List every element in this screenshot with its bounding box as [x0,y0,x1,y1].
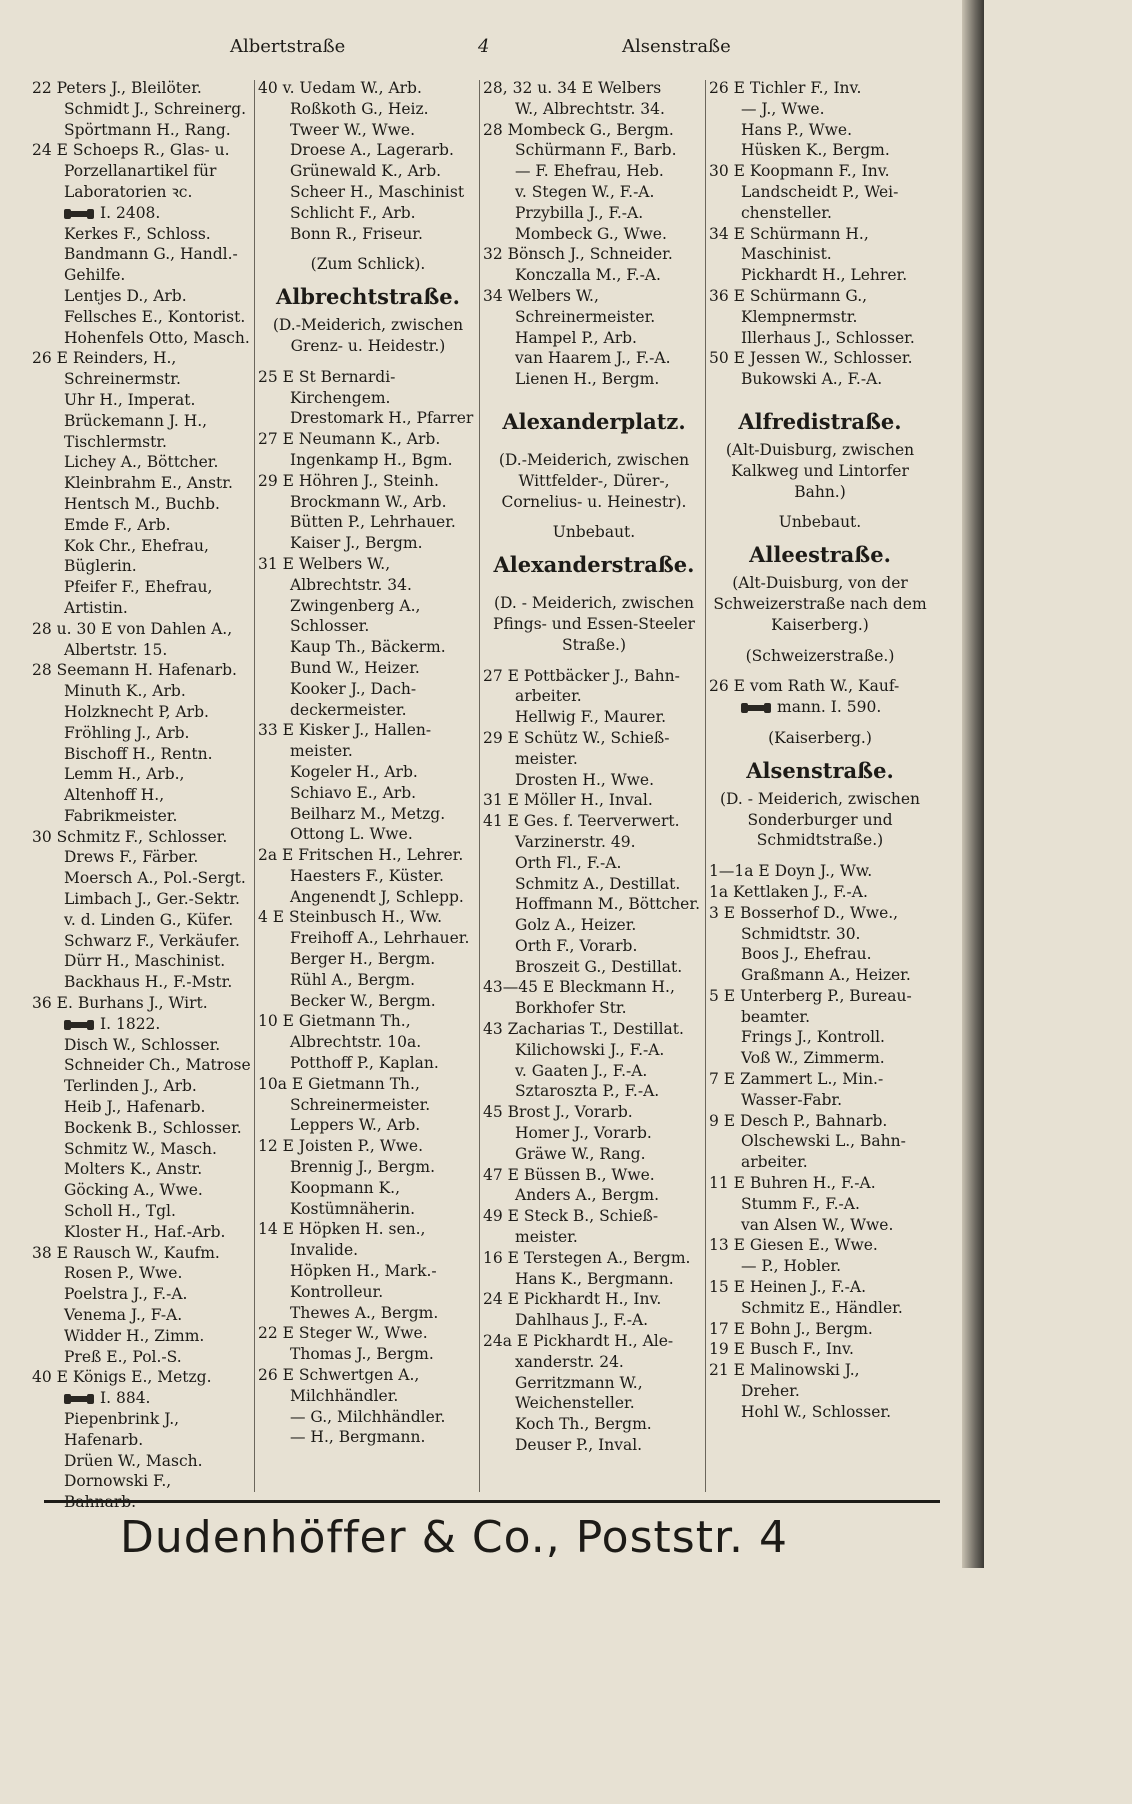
address-entry: 43 Zacharias T., Destillat. [483,1020,684,1039]
resident-entry: Kok Chr., Ehefrau, [64,536,209,555]
resident-entry: Spörtmann H., Rang. [64,120,231,139]
street-note: Kaiserberg.) [771,615,869,634]
address-entry: 10 E Gietmann Th., [258,1012,411,1031]
resident-entry: Invalide. [290,1241,359,1260]
address-entry: 45 Brost J., Vorarb. [483,1103,633,1122]
resident-entry: Kogeler H., Arb. [290,762,418,781]
spacer [709,390,931,400]
resident-entry: Scheer H., Maschinist [290,182,465,201]
resident-entry: van Haarem J., F.-A. [515,349,671,368]
resident-entry: Dürr H., Maschinist. [64,952,226,971]
resident-entry: Droese A., Lagerarb. [290,141,454,160]
resident-entry: Fabrikmeister. [64,806,178,825]
spacer [483,583,705,593]
resident-entry: Schneider Ch., Matrose [64,1056,251,1075]
address-entry: 19 E Busch F., Inv. [709,1340,854,1359]
resident-entry: Grünewald K., Arb. [290,162,442,181]
address-entry: 30 E Koopmann F., Inv. [709,162,890,181]
address-entry: 26 E vom Rath W., Kauf- [709,677,900,696]
resident-entry: Schmitz A., Destillat. [515,874,681,893]
street-note: (D.-Meiderich, zwischen [498,450,690,469]
resident-entry: Disch W., Schlosser. [64,1035,221,1054]
spacer [483,512,705,522]
resident-entry: Schreinermeister. [290,1095,431,1114]
resident-entry: deckermeister. [290,700,407,719]
street-note: Wittfelder-, Dürer-, [518,471,670,490]
address-entry: 14 E Höpken H. sen., [258,1220,426,1239]
resident-entry: Hoffmann M., Böttcher. [515,895,700,914]
address-entry: 12 E Joisten P., Wwe. [258,1137,424,1156]
resident-entry: Terlinden J., Arb. [64,1077,197,1096]
resident-entry: — H., Bergmann. [290,1428,426,1447]
resident-entry: Freihoff A., Lehrhauer. [290,929,470,948]
resident-entry: xanderstr. 24. [515,1352,624,1371]
address-entry: 26 E Schwertgen A., [258,1366,420,1385]
street-note: Grenz- u. Heidestr.) [290,336,446,355]
resident-entry: Gehilfe. [64,266,126,285]
resident-entry: Schmitz W., Masch. [64,1139,217,1158]
address-entry: 24 E Schoeps R., Glas- u. [32,141,230,160]
spacer [709,636,931,646]
column-divider [479,80,480,1492]
address-entry: 7 E Zammert L., Min.- [709,1070,884,1089]
resident-entry: Bischoff H., Rentn. [64,744,213,763]
address-entry: 47 E Büssen B., Wwe. [483,1165,655,1184]
address-entry: 32 Bönsch J., Schneider. [483,245,673,264]
resident-entry: Hans K., Bergmann. [515,1269,674,1288]
resident-entry: Lentjes D., Arb. [64,286,187,305]
spacer [258,357,478,367]
resident-entry: Anders A., Bergm. [515,1186,660,1205]
street-heading: Alexanderstraße. [493,552,695,578]
resident-entry: Brockmann W., Arb. [290,492,447,511]
address-entry: 25 E St Bernardi- [258,367,396,386]
resident-entry: Büglerin. [64,557,137,576]
header-left-street: Albertstraße [230,36,346,57]
resident-entry: Frings J., Kontroll. [741,1028,885,1047]
resident-entry: arbeiter. [741,1153,808,1172]
address-entry: 2a E Fritschen H., Lehrer. [258,846,464,865]
street-note: Sonderburger und [747,810,893,829]
street-note: Unbebaut. [778,513,862,532]
resident-entry: Pickhardt H., Lehrer. [741,266,908,285]
address-entry: 40 v. Uedam W., Arb. [258,79,422,97]
resident-entry: Brückemann J. H., [64,411,208,430]
resident-entry: Uhr H., Imperat. [64,390,196,409]
resident-entry: v. Gaaten J., F.-A. [515,1061,648,1080]
address-entry: 34 Welbers W., [483,286,599,305]
street-note: (D. - Meiderich, zwischen [493,594,695,613]
street-note: (Kaiserberg.) [768,728,872,747]
resident-entry: Zwingenberg A., [290,596,421,615]
resident-entry: meister. [515,1228,578,1247]
address-entry: 4 E Steinbusch H., Ww. [258,908,443,927]
resident-entry: Varzinerstr. 49. [515,832,636,851]
resident-entry: Voß W., Zimmerm. [741,1049,885,1068]
resident-entry: Schreinermeister. [515,307,656,326]
advertisement-footer: Dudenhöffer & Co., Poststr. 4 [120,1512,788,1563]
resident-entry: Moersch A., Pol.-Sergt. [64,869,246,888]
resident-entry: Borkhofer Str. [515,999,627,1018]
spacer [709,851,931,861]
resident-entry: Illerhaus J., Schlosser. [741,328,915,347]
address-entry: 21 E Malinowski J., [709,1361,860,1380]
resident-entry: Maschinist. [741,245,832,264]
address-entry: 49 E Steck B., Schieß- [483,1207,659,1226]
resident-entry: Sztaroszta P., F.-A. [515,1082,660,1101]
resident-entry: — J., Wwe. [741,99,825,118]
column-divider [254,80,255,1492]
resident-entry: Klempnermstr. [741,307,858,326]
spacer [258,244,478,254]
resident-entry: Schreinermstr. [64,370,181,389]
resident-entry: Backhaus H., F.-Mstr. [64,973,233,992]
resident-entry: Weichensteller. [515,1394,635,1413]
resident-entry: v. Stegen W., F.-A. [515,182,655,201]
phone-entry [709,697,931,718]
resident-entry: Tweer W., Wwe. [290,120,416,139]
address-entry: 26 E Reinders, H., [32,349,177,368]
phone-entry [32,203,254,224]
resident-entry: Albertstr. 15. [64,640,168,659]
page-edge [962,0,984,1568]
spacer [709,666,931,676]
resident-entry: van Alsen W., Wwe. [741,1215,894,1234]
address-entry: 13 E Giesen E., Wwe. [709,1236,878,1255]
resident-entry: Dahlhaus J., F.-A. [515,1311,649,1330]
street-note: (Schweizerstraße.) [745,646,895,665]
resident-entry: Bütten P., Lehrhauer. [290,513,456,532]
resident-entry: Schiavo E., Arb. [290,783,417,802]
street-heading: Alleestraße. [749,542,891,568]
address-entry: 30 Schmitz F., Schlosser. [32,827,228,846]
street-note: Bahn.) [794,482,846,501]
resident-entry: Heib J., Hafenarb. [64,1098,206,1117]
address-entry: 33 E Kisker J., Hallen- [258,721,432,740]
resident-entry: Orth Fl., F.-A. [515,853,622,872]
resident-entry: Schmidt J., Schreinerg. [64,99,247,118]
resident-entry: Laboratorien ꝛc. [64,182,193,201]
resident-entry: Drosten H., Wwe. [515,770,655,789]
resident-entry: Schmitz E., Händler. [741,1298,903,1317]
resident-entry: Rühl A., Bergm. [290,970,416,989]
directory-column-2 [258,78,478,1448]
resident-entry: Albrechtstr. 34. [290,575,412,594]
resident-entry: Kleinbrahm E., Anstr. [64,474,233,493]
resident-entry: Fellsches E., Kontorist. [64,307,246,326]
address-entry: 28 Mombeck G., Bergm. [483,120,674,139]
resident-entry: Przybilla J., F.-A. [515,203,644,222]
resident-entry: meister. [290,742,353,761]
address-entry: 38 E Rausch W., Kaufm. [32,1243,220,1262]
phone-number: I. 884. [100,1389,151,1408]
address-entry: 36 E. Burhans J., Wirt. [32,994,208,1013]
street-note: Unbebaut. [552,523,636,542]
street-note: Cornelius- u. Heinestr). [501,492,687,511]
address-entry: 28 u. 30 E von Dahlen A., [32,619,233,638]
resident-entry: Molters K., Anstr. [64,1160,203,1179]
resident-entry: v. d. Linden G., Küfer. [64,910,234,929]
resident-entry: W., Albrechtstr. 34. [515,99,665,118]
resident-entry: Göcking A., Wwe. [64,1181,203,1200]
address-entry: 24a E Pickhardt H., Ale- [483,1332,674,1351]
resident-entry: Hans P., Wwe. [741,120,852,139]
resident-entry: Kooker J., Dach- [290,679,417,698]
address-entry: 10a E Gietmann Th., [258,1074,420,1093]
telephone-icon [741,703,771,713]
resident-entry: Hüsken K., Bergm. [741,141,890,160]
resident-entry: Ottong L. Wwe. [290,825,413,844]
resident-entry: Kloster H., Haf.-Arb. [64,1222,226,1241]
address-entry: 28, 32 u. 34 E Welbers [483,79,662,97]
resident-entry: Emde F., Arb. [64,515,171,534]
phone-number: I. 1822. [100,1014,161,1033]
resident-entry: chensteller. [741,203,832,222]
resident-entry: Rosen P., Wwe. [64,1264,183,1283]
resident-entry: Kaup Th., Bäckerm. [290,638,446,657]
resident-entry: Drews F., Färber. [64,848,199,867]
resident-entry: Berger H., Bergm. [290,950,436,969]
resident-entry: Angenendt J, Schlepp. [290,887,464,906]
resident-entry: Artistin. [64,598,128,617]
address-entry: 15 E Heinen J., F.-A. [709,1278,867,1297]
directory-column-4 [709,78,931,1423]
resident-entry: Albrechtstr. 10a. [290,1033,422,1052]
resident-entry: meister. [515,749,578,768]
resident-entry: Kirchengem. [290,388,391,407]
resident-entry: Höpken H., Mark.- [290,1262,437,1281]
resident-entry: Lemm H., Arb., [64,765,185,784]
resident-entry: Bukowski A., F.-A. [741,370,883,389]
address-entry: 29 E Schütz W., Schieß- [483,728,670,747]
spacer [483,656,705,666]
spacer [709,502,931,512]
header-right-street: Alsenstraße [622,36,731,57]
spacer [709,718,931,728]
resident-entry: Venema J., F-A. [64,1306,183,1325]
resident-entry: Milchhändler. [290,1386,399,1405]
street-note: Straße.) [562,635,626,654]
resident-entry: Homer J., Vorarb. [515,1124,652,1143]
resident-entry: Schmidtstr. 30. [741,924,861,943]
resident-entry: Wasser-Fabr. [741,1090,843,1109]
resident-entry: Deuser P., Inval. [515,1436,643,1455]
directory-column-1 [32,78,254,1513]
address-entry: 40 E Königs E., Metzg. [32,1368,212,1387]
resident-entry: Hafenarb. [64,1430,144,1449]
phone-number: mann. I. 590. [777,698,882,717]
resident-entry: Mombeck G., Wwe. [515,224,667,243]
resident-entry: Bockenk B., Schlosser. [64,1118,242,1137]
street-note: (Alt-Duisburg, von der [732,574,908,593]
resident-entry: Lichey A., Böttcher. [64,453,219,472]
resident-entry: beamter. [741,1007,811,1026]
address-entry: 5 E Unterberg P., Bureau- [709,986,912,1005]
resident-entry: Koch Th., Bergm. [515,1415,652,1434]
address-entry: 26 E Tichler F., Inv. [709,79,862,97]
street-heading: Alexanderplatz. [502,408,686,434]
resident-entry: Hohl W., Schlosser. [741,1402,892,1421]
address-entry: 9 E Desch P., Bahnarb. [709,1111,888,1130]
resident-entry: Hellwig F., Maurer. [515,708,667,727]
street-note: Kalkweg und Lintorfer [731,461,909,480]
resident-entry: Boos J., Ehefrau. [741,945,872,964]
resident-entry: Leppers W., Arb. [290,1116,421,1135]
resident-entry: Konczalla M., F.-A. [515,266,661,285]
spacer [483,390,705,400]
street-note: Schweizerstraße nach dem [713,594,927,613]
address-entry: 16 E Terstegen A., Bergm. [483,1248,691,1267]
street-note: (D.-Meiderich, zwischen [272,316,464,335]
address-entry: 29 E Höhren J., Steinh. [258,471,439,490]
resident-entry: Haesters F., Küster. [290,866,444,885]
resident-entry: Drüen W., Masch. [64,1451,203,1470]
address-entry: 1a Kettlaken J., F.-A. [709,882,868,901]
address-entry: 27 E Neumann K., Arb. [258,430,441,449]
resident-entry: Preß E., Pol.-S. [64,1347,182,1366]
street-note: Schmidtstraße.) [756,831,884,850]
address-entry: 24 E Pickhardt H., Inv. [483,1290,662,1309]
resident-entry: Dornowski F., [64,1472,172,1491]
resident-entry: Beilharz M., Metzg. [290,804,446,823]
resident-entry: Landscheidt P., Wei- [741,182,899,201]
phone-entry [32,1388,254,1409]
resident-entry: Minuth K., Arb. [64,682,186,701]
resident-entry: Altenhoff H., [64,786,165,805]
phone-number: I. 2408. [100,203,161,222]
resident-entry: Becker W., Bergm. [290,991,436,1010]
street-note: Pfings- und Essen-Steeler [493,614,695,633]
street-note: (Zum Schlick). [310,255,426,274]
address-entry: 3 E Bosserhof D., Wwe., [709,903,899,922]
resident-entry: — F. Ehefrau, Heb. [515,162,664,181]
resident-entry: Graßmann A., Heizer. [741,966,911,985]
telephone-icon [64,209,94,219]
telephone-icon [64,1394,94,1404]
address-entry: 31 E Welbers W., [258,554,391,573]
resident-entry: Kontrolleur. [290,1282,384,1301]
resident-entry: Hentsch M., Buchb. [64,494,220,513]
resident-entry: Bund W., Heizer. [290,658,420,677]
resident-entry: Koopmann K., [290,1178,401,1197]
address-entry: 28 Seemann H. Hafenarb. [32,661,237,680]
resident-entry: Orth F., Vorarb. [515,936,638,955]
street-heading: Albrechtstraße. [276,284,460,310]
street-note: (D. - Meiderich, zwischen [719,789,921,808]
footer-rule [44,1500,940,1503]
resident-entry: Porzellanartikel für [64,162,217,181]
resident-entry: Bonn R., Friseur. [290,224,423,243]
resident-entry: Lienen H., Bergm. [515,370,660,389]
resident-entry: Kostümnäherin. [290,1199,416,1218]
resident-entry: Widder H., Zimm. [64,1326,205,1345]
resident-entry: Pfeifer F., Ehefrau, [64,578,213,597]
resident-entry: Kerkes F., Schloss. [64,224,211,243]
telephone-icon [64,1020,94,1030]
resident-entry: Potthoff P., Kaplan. [290,1054,439,1073]
resident-entry: Schwarz F., Verkäufer. [64,931,240,950]
spacer [483,440,705,450]
resident-entry: Drestomark H., Pfarrer [290,409,474,428]
resident-entry: Poelstra J., F.-A. [64,1285,188,1304]
resident-entry: Schlicht F., Arb. [290,203,416,222]
street-heading: Alsenstraße. [746,757,894,783]
resident-entry: Ingenkamp H., Bgm. [290,450,453,469]
page-header [0,36,984,66]
resident-entry: Hampel P., Arb. [515,328,637,347]
resident-entry: Dreher. [741,1382,800,1401]
resident-entry: Olschewski L., Bahn- [741,1132,906,1151]
resident-entry: — G., Milchhändler. [290,1407,446,1426]
resident-entry: Piepenbrink J., [64,1410,180,1428]
directory-column-3 [483,78,705,1456]
address-entry: 27 E Pottbäcker J., Bahn- [483,666,680,685]
resident-entry: Schlosser. [290,617,370,636]
street-heading: Alfredistraße. [738,408,902,434]
resident-entry: Gerritzmann W., [515,1373,643,1392]
resident-entry: Bandmann G., Handl.- [64,245,238,264]
resident-entry: Broszeit G., Destillat. [515,957,683,976]
address-entry: 50 E Jessen W., Schlosser. [709,349,913,368]
resident-entry: Fröhling J., Arb. [64,723,190,742]
resident-entry: Hohenfels Otto, Masch. [64,328,250,347]
resident-entry: Roßkoth G., Heiz. [290,99,429,118]
address-entry: 36 E Schürmann G., [709,286,868,305]
resident-entry: — P., Hobler. [741,1257,842,1276]
address-entry: 43—45 E Bleckmann H., [483,978,675,997]
phone-entry [32,1014,254,1035]
resident-entry: Kilichowski J., F.-A. [515,1040,665,1059]
resident-entry: Schürmann F., Barb. [515,141,677,160]
address-entry: 17 E Bohn J., Bergm. [709,1319,873,1338]
address-entry: 22 E Steger W., Wwe. [258,1324,428,1343]
address-entry: 41 E Ges. f. Teerverwert. [483,812,680,831]
resident-entry: Tischlermstr. [64,432,167,451]
address-entry: 31 E Möller H., Inval. [483,791,653,810]
resident-entry: Golz A., Heizer. [515,916,637,935]
resident-entry: Brennig J., Bergm. [290,1158,436,1177]
resident-entry: Kaiser J., Bergm. [290,534,423,553]
resident-entry: arbeiter. [515,687,582,706]
resident-entry: Thewes A., Bergm. [290,1303,439,1322]
resident-entry: Scholl H., Tgl. [64,1202,176,1221]
street-note: (Alt-Duisburg, zwischen [725,440,915,459]
resident-entry: Limbach J., Ger.-Sektr. [64,890,240,909]
address-entry: 1—1a E Doyn J., Ww. [709,862,873,881]
address-entry: 11 E Buhren H., F.-A. [709,1174,876,1193]
resident-entry: Stumm F., F.-A. [741,1194,860,1213]
address-entry: 22 Peters J., Bleilöter. [32,79,202,97]
address-entry: 34 E Schürmann H., [709,224,869,243]
resident-entry: Thomas J., Bergm. [290,1345,434,1364]
resident-entry: Holzknecht P, Arb. [64,702,209,721]
column-divider [705,80,706,1492]
page-number: 4 [478,36,490,57]
resident-entry: Gräwe W., Rang. [515,1144,646,1163]
